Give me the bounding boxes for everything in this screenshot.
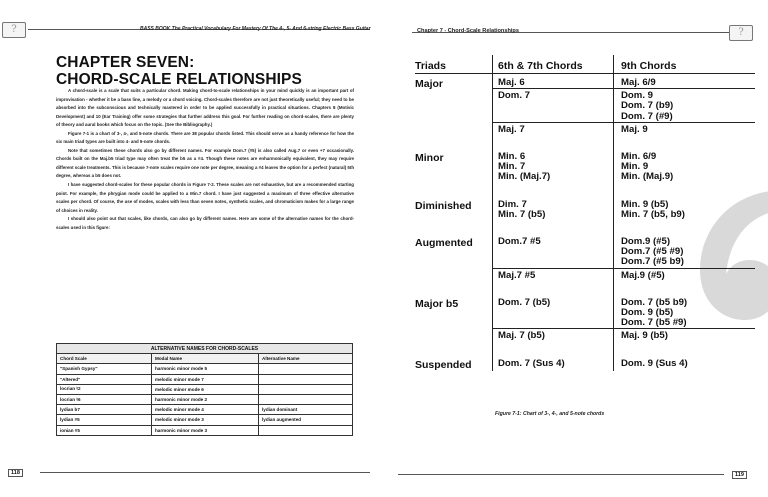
running-header: BASS BOOK The Practical Vocabulary For Mastery Of The 4-, 5- And 6-string Electric Bass Guitar: [140, 26, 371, 32]
table-cell: ionian #5: [57, 425, 152, 435]
chord-7th-cell: [498, 331, 545, 341]
column-header: Alternative Name: [259, 354, 353, 364]
chapter-title-line2: CHORD-SCALE RELATIONSHIPS: [56, 71, 302, 88]
chord-7th-cell: [498, 152, 550, 183]
column-divider: [492, 55, 493, 371]
paragraph: I should also point out that scales, like chords, can also go by different names. Here are some of the alternative names for the chord-scales used in this figure:: [56, 216, 354, 230]
row-divider: [492, 88, 755, 89]
chord-7th-cell: [498, 78, 525, 88]
chord-name: Maj. 6/9: [621, 77, 656, 88]
chord-name: Maj. 9: [621, 123, 648, 135]
chord-7th-cell: [498, 359, 565, 369]
chord-name: Dom. 9 (b5): [621, 307, 674, 318]
table-cell: melodic minor mode 3: [152, 415, 259, 425]
chord-9th-cell: [621, 152, 673, 183]
chord-9th-cell: [621, 271, 665, 281]
footer-rule: [40, 472, 370, 473]
chord-name: Maj.7 #5: [498, 269, 536, 281]
table-cell: lydian b7: [57, 405, 152, 415]
chord-7th-cell: [498, 237, 541, 247]
chord-name: Min. 7 (b5, b9): [621, 208, 685, 220]
figure-caption: Figure 7-1: Chart of 3-, 4-, and 5-note chords: [495, 411, 605, 417]
table-row: [57, 364, 353, 374]
table-cell: harmonic minor mode 3: [152, 425, 259, 435]
table-cell: harmonic minor mode 2: [152, 394, 259, 404]
chord-9th-cell: [621, 125, 648, 135]
table-cell: [259, 374, 353, 384]
chord-name: Dom.7 (#5 b9): [621, 256, 684, 268]
triad-label: Major: [415, 78, 444, 90]
paragraph: A chord-scale is a scale that suits a particular chord. Making chord-to-scale relationships in your mind quickly is an important part of improvisation - whether it be a bass line, a melody or a chord voicing. Chord-scales therefore are not just theoretically useful; they need to be absorbed into the subconscious and technically mastered in order to be applied successfully in practical situations. Chapters 8 (Motivic Development) and 10 (Ear Training) offer some strategies that further address this goal. For further reading on chord-scales, there are plenty of theory and aural books which focus on the topic. (See the Bibliography.): [56, 88, 354, 128]
chord-name: Dom. 7 (Sus 4): [498, 357, 565, 369]
triad-label: Minor: [415, 152, 444, 164]
table-cell: lydian dominant: [259, 405, 353, 415]
chord-name: Dom. 9 (Sus 4): [621, 357, 688, 369]
chord-9th-cell: [621, 91, 673, 122]
chord-name: Min. 7: [498, 161, 526, 173]
chapter-title: [56, 54, 302, 88]
paragraph: Note that sometimes these chords also go by different names. For example Dom.7 (#5) is also called Aug.7 or even +7 occasionally. Chords built on the Maj.b5 triad type may often treat the b5 as a #4. Though these notes are enharmonically equivalent, they may require different scale treatments. This is because 7-note scales require one note per degree, meaning a #4 leaves the option for a perfect (natural) 5th degree, whereas a b5 does not.: [56, 147, 354, 179]
table-cell: melodic minor mode 7: [152, 374, 259, 384]
table-cell: locrian ♮6: [57, 394, 152, 404]
row-divider: [492, 122, 755, 123]
chord-9th-cell: [621, 200, 685, 220]
chord-name: Maj. 9 (b5): [621, 330, 668, 342]
table-cell: [259, 364, 353, 374]
chord-name: Dom. 7 (#9): [621, 110, 673, 122]
chord-9th-cell: [621, 359, 688, 369]
table-caption: ALTERNATIVE NAMES FOR CHORD-SCALES: [57, 344, 353, 354]
table-cell: "Spanish Gypsy": [57, 364, 152, 374]
chord-name: Min. 7 (b5): [498, 208, 546, 220]
chord-name: Min. 6: [498, 151, 526, 162]
footer-rule: [398, 474, 724, 475]
body-text: [56, 87, 354, 232]
row-divider: [492, 268, 755, 269]
page-number: 118: [8, 469, 23, 477]
chord-7th-cell: [498, 125, 525, 135]
chord-9th-cell: [621, 298, 687, 329]
chord-name: Dom. 7 (b5 #9): [621, 317, 687, 329]
table-cell: locrian ♮2: [57, 384, 152, 394]
table-row: [57, 374, 353, 384]
header-divider: [415, 73, 755, 74]
table-row: [57, 425, 353, 435]
column-header: Chord Scale: [57, 354, 152, 364]
chord-name: Maj.9 (#5): [621, 269, 665, 281]
chord-9th-cell: [621, 237, 684, 268]
chord-9th-cell: [621, 78, 656, 88]
table-cell: [259, 384, 353, 394]
triad-label: Augmented: [415, 237, 473, 249]
paragraph: I have suggested chord-scales for these popular chords in Figure 7-2. These scales are not exhaustive, but are a recommended starting point. For example, the phrygian mode could be applied to a Min.7 chord. I have just suggested a maximum of three effective alternative scales per chord. Of course, the use of modes, scales with less than seven notes, synthetic scales, and chromaticism makes for a large range of choices in reality.: [56, 182, 354, 213]
table-cell: lydian #5: [57, 415, 152, 425]
chord-name: Dom. 7 (b5): [498, 296, 551, 308]
grid-header-triads: Triads: [415, 60, 446, 72]
page-number: 119: [732, 471, 747, 479]
chord-name: Min. 6/9: [621, 151, 657, 162]
chord-name: Min. (Maj.9): [621, 171, 674, 183]
chord-name: Min. 9: [621, 161, 649, 173]
paragraph: Figure 7-1 is a chart of 3-, 4-, and 5-note chords. There are 38 popular chords listed. This should serve as a handy reference for how the six main triad types are built into 4- and 5-note chords.: [56, 130, 354, 145]
chord-name: Dom. 9: [621, 90, 653, 102]
chord-name: Maj. 6: [498, 77, 525, 88]
chord-name: Dom.7 #5: [498, 236, 541, 247]
table-cell: melodic minor mode 4: [152, 405, 259, 415]
chapter-title-line1: CHAPTER SEVEN:: [56, 54, 195, 71]
chord-name: Dom.9 (#5): [621, 236, 671, 247]
table-row: [57, 405, 353, 415]
right-page: [384, 0, 768, 497]
column-header: Modal Name: [152, 354, 259, 364]
chord-name: Dom. 7: [498, 90, 530, 102]
chord-name: Maj. 7 (b5): [498, 330, 545, 342]
table-cell: [259, 394, 353, 404]
table-row: [57, 394, 353, 404]
triad-label: Major b5: [415, 297, 459, 310]
table-row: [57, 384, 353, 394]
grid-header-6th-7th: 6th & 7th Chords: [498, 60, 583, 72]
corner-clip-icon: ?: [2, 22, 26, 38]
chord-7th-cell: [498, 271, 535, 281]
triad-label: Diminished: [415, 199, 472, 212]
alternative-names-table: [56, 343, 353, 436]
table-cell: [259, 425, 353, 435]
chord-name: Dim. 7: [498, 198, 527, 210]
chord-7th-cell: [498, 91, 530, 101]
chord-name: Min. 9 (b5): [621, 198, 669, 210]
column-divider: [613, 55, 614, 371]
chord-name: Dom.7 (#5 #9): [621, 246, 684, 258]
table-cell: "Altered": [57, 374, 152, 384]
table-cell: lydian augmented: [259, 415, 353, 425]
table-row: [57, 415, 353, 425]
corner-clip-icon: ?: [729, 25, 753, 41]
chord-7th-cell: [498, 200, 545, 220]
chord-chart: [415, 55, 757, 397]
chord-name: Min. (Maj.7): [498, 171, 551, 183]
chord-name: Maj. 7: [498, 123, 525, 135]
grid-header-9th: 9th Chords: [621, 60, 677, 72]
triad-label: Suspended: [415, 358, 472, 371]
running-header: Chapter 7 - Chord-Scale Relationships: [417, 28, 519, 34]
chord-9th-cell: [621, 331, 668, 341]
chord-7th-cell: [498, 298, 550, 308]
table-cell: melodic minor mode 6: [152, 384, 259, 394]
table-cell: harmonic minor mode 5: [152, 364, 259, 374]
chord-name: Dom. 7 (b9): [621, 100, 674, 112]
chord-name: Dom. 7 (b5 b9): [621, 296, 688, 308]
row-divider: [492, 328, 755, 329]
